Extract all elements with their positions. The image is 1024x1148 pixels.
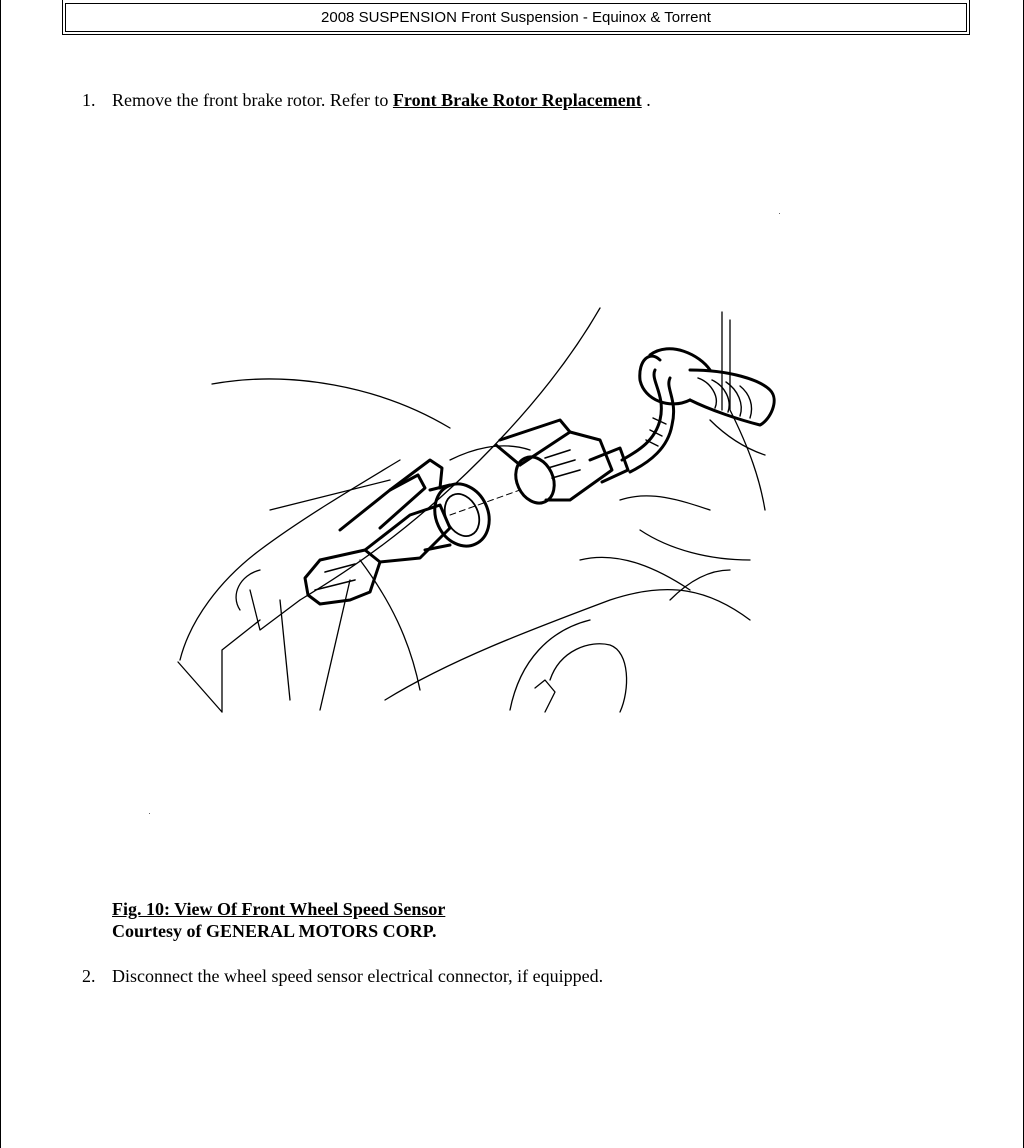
- knuckle-outline: [178, 308, 765, 712]
- wheel-speed-sensor-illustration: [150, 300, 790, 720]
- figure-caption-title: Fig. 10: View Of Front Wheel Speed Sensor: [112, 899, 446, 919]
- figure-caption: [112, 898, 445, 942]
- step-text-before: Remove the front brake rotor. Refer to: [112, 90, 393, 110]
- step-number: 1.: [82, 90, 96, 110]
- page-border-left: [0, 0, 1, 1148]
- sensor-cable: [622, 349, 774, 472]
- step-text: [112, 89, 651, 111]
- step-text-after: .: [641, 90, 651, 110]
- scan-speck: [779, 213, 780, 214]
- header-title: 2008 SUSPENSION Front Suspension - Equinox & Torrent: [65, 3, 967, 32]
- front-brake-rotor-replacement-link[interactable]: Front Brake Rotor Replacement: [392, 90, 642, 110]
- sensor-harness-connector: [496, 420, 628, 509]
- sensor-connector: [305, 460, 499, 604]
- figure-caption-credit: Courtesy of GENERAL MOTORS CORP.: [112, 921, 437, 941]
- scan-speck: [149, 813, 150, 814]
- step-text: Disconnect the wheel speed sensor electrical connector, if equipped.: [112, 966, 604, 986]
- page-header: [62, 0, 970, 35]
- step-number: 2.: [82, 966, 96, 986]
